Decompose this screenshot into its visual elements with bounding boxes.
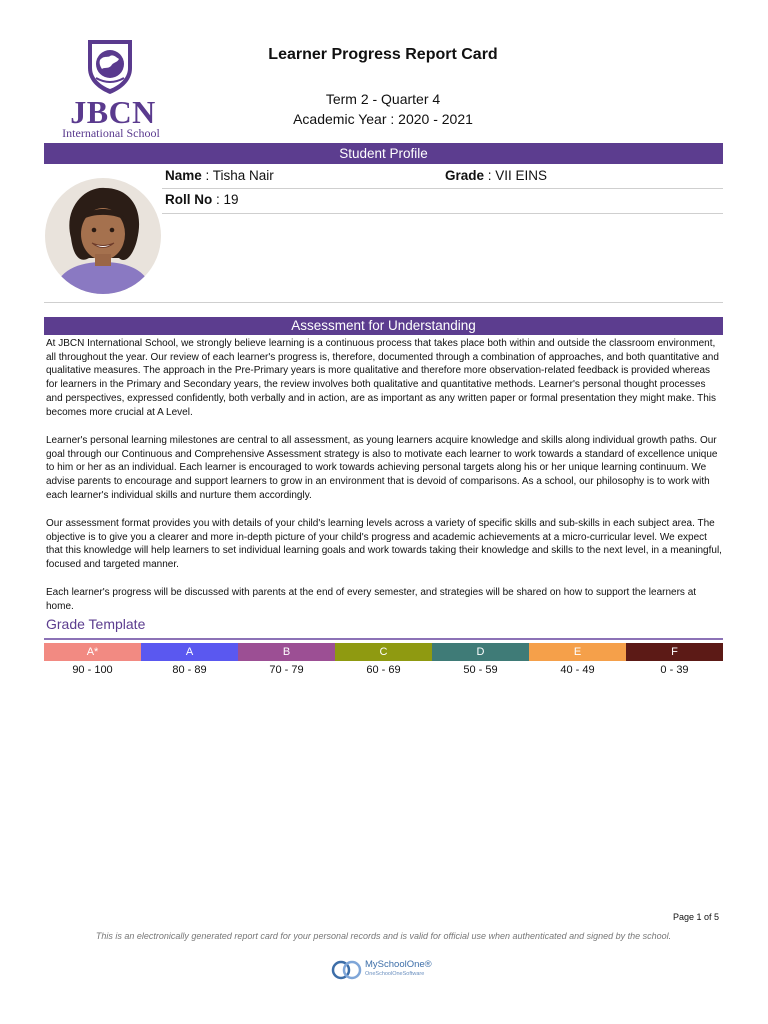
divider xyxy=(44,638,723,640)
roll-value: : 19 xyxy=(212,192,239,207)
grade-range: 40 - 49 xyxy=(560,664,595,676)
grade-cell xyxy=(335,643,432,677)
grade-range: 50 - 59 xyxy=(463,664,498,676)
assessment-paragraph: Learner's personal learning milestones are central to all assessment, as young learners acquire knowledge and skills along individual growth paths. Our goal through our Continuous and Comprehensive Assessment strategy is also to motivate each learner to work towards a standard of excellence unique to him or her as an individual. Each learner is encouraged to work towards achieving personal targets along his or her unique learning continuum. We advise parents to encourage and support learners to grow in an environment that is devoid of comparisons. As a school, our philosophy is to work with each learner's individual skills and nurture them accordingly. xyxy=(46,435,718,501)
grade-letter: E xyxy=(529,643,626,661)
student-name-field xyxy=(165,168,274,183)
grade-range: 60 - 69 xyxy=(366,664,401,676)
assessment-paragraph: At JBCN International School, we strongly believe learning is a continuous process that takes place both within and outside the classroom environment, all throughout the year. Our review of each learner's progress is, therefore, documented through a combination of approaches, and both quantitative and qualitative measures. The approach in the Pre-Primary years is more qualitative and therefore more observation-related feedback is provided whereas for learners in the Primary and Secondary years, the review involves both qualitative and quantitative methods. Learner's personal thought processes and perspectives, expressed confidently, both verbally and in action, are as important as any written paper or formal presentation they might make. This becomes more crucial at A Level. xyxy=(46,338,719,418)
grade-template-title: Grade Template xyxy=(46,616,146,632)
student-portrait-image xyxy=(45,178,161,294)
grade-letter: A xyxy=(141,643,238,661)
divider xyxy=(162,188,723,189)
divider xyxy=(162,213,723,214)
logo-school-name: International School xyxy=(62,126,160,140)
grade-letter: D xyxy=(432,643,529,661)
grade-range: 90 - 100 xyxy=(72,664,113,676)
school-logo xyxy=(54,38,168,142)
name-value: : Tisha Nair xyxy=(201,168,274,183)
grade-letter: F xyxy=(626,643,723,661)
grade-cell xyxy=(529,643,626,677)
grade-cell xyxy=(432,643,529,677)
grade-scale xyxy=(44,643,723,677)
assessment-header: Assessment for Understanding xyxy=(44,317,723,335)
grade-cell xyxy=(238,643,335,677)
roll-label: Roll No xyxy=(165,192,213,207)
shield-crest-icon xyxy=(84,38,136,96)
grade-range: 70 - 79 xyxy=(269,664,304,676)
grade-cell xyxy=(626,643,723,677)
term-info xyxy=(168,90,598,130)
brand-name: MySchoolOne® xyxy=(365,959,432,970)
student-profile-header: Student Profile xyxy=(44,143,723,164)
footer-disclaimer: This is an electronically generated report card for your personal records and is valid for official use when authenticated and signed by the school. xyxy=(95,931,672,941)
name-label: Name xyxy=(165,168,202,183)
grade-cell xyxy=(44,643,141,677)
assessment-paragraph: Our assessment format provides you with details of your child's learning levels across a variety of specific skills and sub-skills in each subject area. The objective is to give you a clearer and more in-depth picture of your child's progress and academic achievements at a micro-curricular level. We expect that this knowledge will help learners to set individual learning goals and work towards taking their knowledge and skills to the next level, in a meaningful, focused and targeted manner. xyxy=(46,518,722,571)
grade-letter: A* xyxy=(44,643,141,661)
grade-letter: B xyxy=(238,643,335,661)
rings-icon xyxy=(330,958,364,982)
brand-tagline: OneSchoolOneSoftware xyxy=(365,971,425,977)
report-title: Learner Progress Report Card xyxy=(268,46,498,63)
myschoolone-logo xyxy=(330,956,450,982)
term-label: Term 2 - Quarter 4 xyxy=(325,91,441,107)
grade-value: : VII EINS xyxy=(484,168,548,183)
academic-year: Academic Year : 2020 - 2021 xyxy=(293,111,473,127)
divider xyxy=(44,302,723,303)
logo-brand: JBCN xyxy=(70,94,156,130)
student-photo xyxy=(45,178,161,294)
grade-range: 0 - 39 xyxy=(660,664,689,676)
grade-cell xyxy=(141,643,238,677)
grade-label: Grade xyxy=(445,168,485,183)
roll-number-field xyxy=(165,192,239,207)
grade-letter: C xyxy=(335,643,432,661)
page-number: Page 1 of 5 xyxy=(672,912,719,922)
grade-range: 80 - 89 xyxy=(172,664,207,676)
assessment-paragraph: Each learner's progress will be discussed with parents at the end of every semester, and strategies will be shared on how to support the learners at home. xyxy=(46,587,697,612)
student-grade-field xyxy=(445,168,547,183)
